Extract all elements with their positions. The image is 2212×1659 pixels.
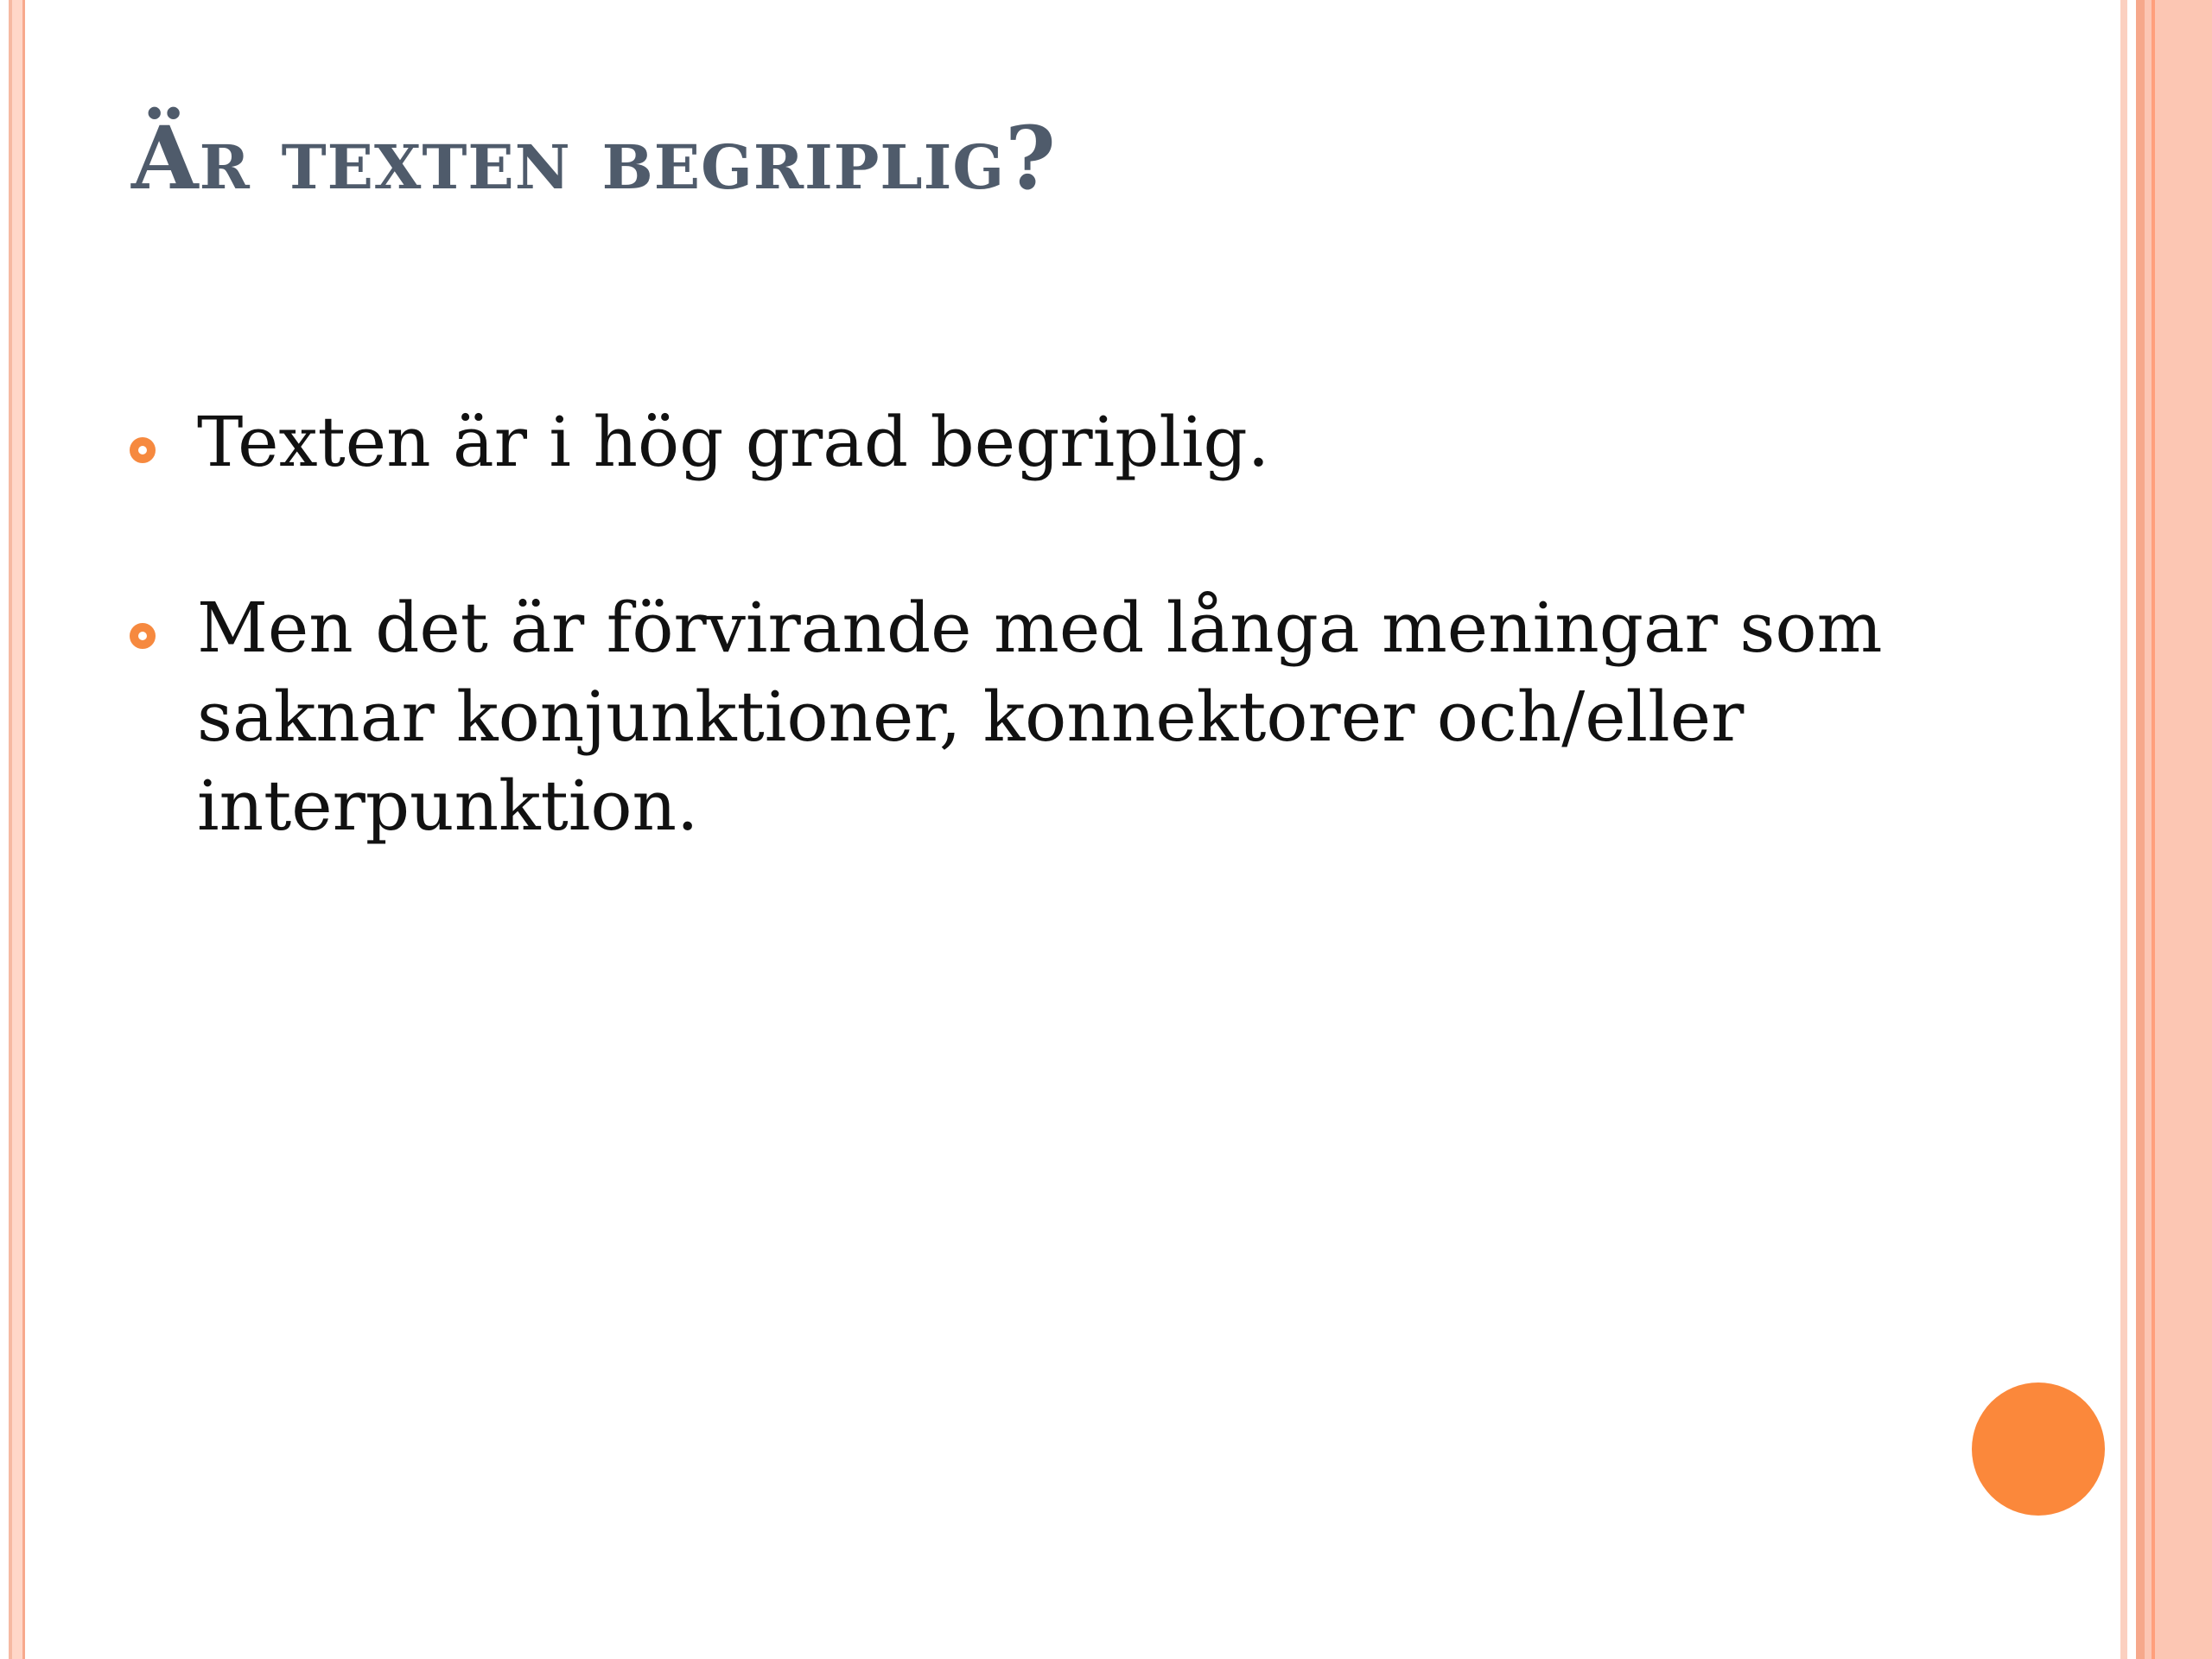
right-border-accent-line — [2152, 0, 2155, 1659]
orange-circle-icon — [1972, 1382, 2105, 1516]
bullet-item-2 — [130, 583, 1979, 850]
bullet-item-1 — [130, 397, 1979, 486]
circle-bullet-icon — [130, 623, 156, 649]
right-decorative-border — [2115, 0, 2212, 1659]
bullet-list — [130, 397, 1979, 947]
bullet-text: Men det är förvirande med långa meningar som saknar konjunktioner, konnektorer och/eller interpunktion. — [197, 588, 1883, 846]
bullet-text: Texten är i hög grad begriplig. — [197, 402, 1270, 482]
left-decorative-border — [0, 0, 29, 1659]
circle-bullet-icon — [130, 437, 156, 463]
slide-title: Är texten begriplig? — [131, 107, 1057, 209]
